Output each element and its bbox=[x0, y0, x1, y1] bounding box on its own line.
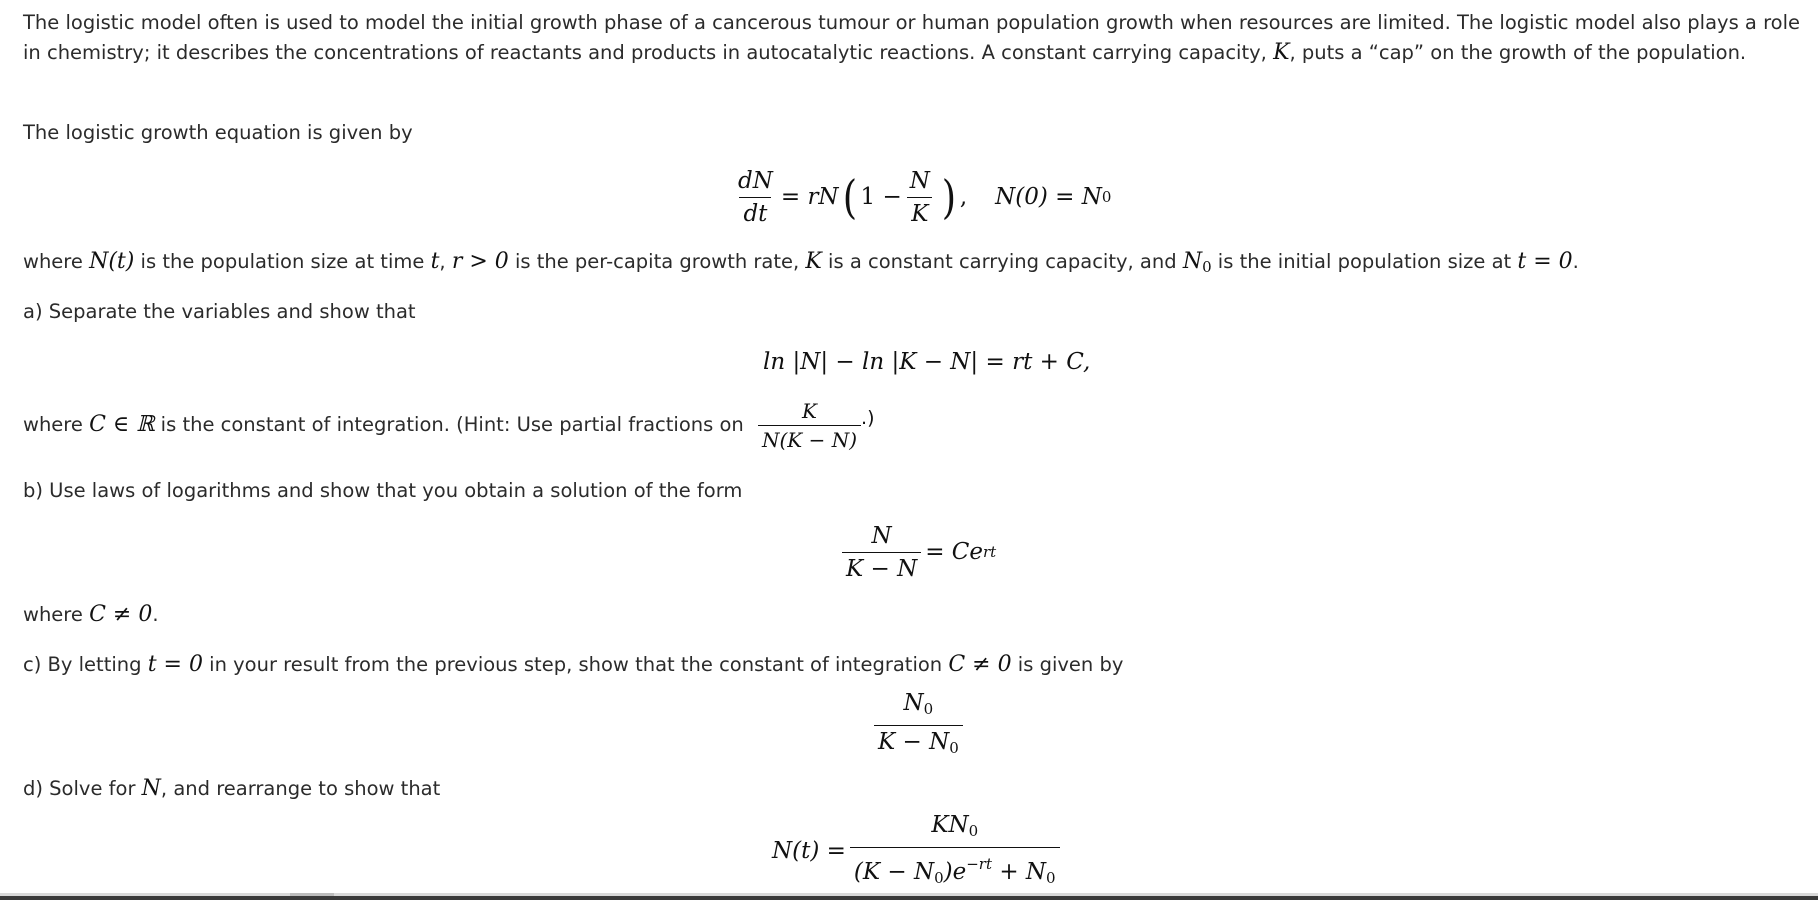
part-c-C-ne-0: C ≠ 0 bbox=[948, 652, 1012, 677]
right-paren: ) bbox=[941, 170, 957, 224]
part-c-numerator-sub: 0 bbox=[923, 699, 934, 718]
part-c-numerator: N bbox=[903, 689, 924, 716]
hint-close: .) bbox=[861, 407, 875, 429]
var-N0: N bbox=[1182, 249, 1203, 274]
var-K: K bbox=[805, 249, 822, 274]
var-C-in-R: C ∈ ℝ bbox=[89, 412, 155, 437]
part-a-hint bbox=[23, 410, 744, 440]
dN-dt-fraction bbox=[734, 168, 777, 227]
where1-t7: . bbox=[1572, 250, 1579, 273]
N-over-K-denominator: K bbox=[911, 200, 929, 227]
initial-condition-sub: 0 bbox=[1101, 188, 1112, 206]
logistic-equation bbox=[730, 162, 1111, 232]
where-definitions bbox=[23, 247, 1579, 282]
part-b-where bbox=[23, 600, 159, 630]
part-d-den-a-sub: 0 bbox=[934, 868, 944, 887]
part-d-den-b: )e bbox=[943, 858, 967, 885]
one-minus: 1 − bbox=[860, 184, 902, 210]
logistic-rhs-prefix: = rN bbox=[780, 184, 839, 210]
part-d-numerator: KN bbox=[931, 811, 969, 838]
part-b-fraction bbox=[842, 523, 921, 582]
N-over-K-fraction bbox=[906, 168, 934, 227]
part-a-where-t1: where bbox=[23, 413, 90, 436]
part-d-label bbox=[23, 774, 440, 804]
part-b-denominator: K − N bbox=[846, 555, 918, 582]
intro-text-1: The logistic model often is used to model the initial growth phase of a cancerous tumour or human population growth when resources are limited. The logistic model also plays a role in chemistry; it describes the concentrations of reactants and products in autocatalytic reactions. A constant carrying capacity, bbox=[23, 11, 1801, 64]
where1-t6: is the initial population size at bbox=[1211, 250, 1518, 273]
var-r-gt-0: r > 0 bbox=[451, 249, 509, 274]
part-d-den-a: (K − N bbox=[853, 858, 935, 885]
part-c-denominator: K − N bbox=[878, 728, 950, 755]
part-c-label bbox=[23, 650, 1123, 680]
part-a-hint-fraction-wrap bbox=[754, 390, 874, 460]
part-a-label: a) Separate the variables and show that bbox=[23, 300, 416, 323]
part-b-numerator: N bbox=[871, 522, 892, 549]
part-a-where-t2: is the constant of integration. (Hint: Use partial fractions on bbox=[154, 413, 744, 436]
var-t: t bbox=[430, 249, 440, 274]
part-c-denominator-sub: 0 bbox=[949, 738, 959, 757]
part-d-t1: d) Solve for bbox=[23, 777, 142, 800]
part-d-equation bbox=[772, 811, 1064, 887]
part-b-label: b) Use laws of logarithms and show that you obtain a solution of the form bbox=[23, 479, 743, 502]
part-b-where-t1: where bbox=[23, 603, 90, 626]
dN-dt-numerator: dN bbox=[738, 167, 773, 194]
part-b-equation bbox=[838, 519, 996, 585]
hint-fraction bbox=[758, 400, 861, 451]
part-b-where-t2: . bbox=[152, 603, 159, 626]
part-a-equation-text: ln |N| − ln |K − N| = rt + C, bbox=[763, 349, 1091, 375]
bottom-border bbox=[0, 896, 1818, 900]
intro-var-K: K bbox=[1273, 40, 1290, 65]
part-d-lhs: N(t) = bbox=[772, 838, 846, 864]
left-paren: ( bbox=[842, 170, 857, 224]
part-d-fraction bbox=[850, 812, 1060, 891]
var-N0-sub: 0 bbox=[1202, 258, 1212, 276]
where1-t3: , bbox=[439, 250, 452, 273]
var-t-eq-0: t = 0 bbox=[1517, 249, 1573, 274]
part-d-den-c: + N bbox=[992, 858, 1047, 885]
part-c-t-eq-0: t = 0 bbox=[147, 652, 203, 677]
N-over-K-numerator: N bbox=[909, 167, 930, 194]
part-d-numerator-sub: 0 bbox=[968, 821, 979, 840]
part-b-rhs-sup: rt bbox=[983, 543, 997, 561]
eq1-comma: , bbox=[959, 184, 968, 210]
dN-dt-denominator: dt bbox=[743, 200, 768, 227]
intro-text-2: , puts a “cap” on the growth of the population. bbox=[1289, 41, 1747, 64]
hint-numerator: K bbox=[802, 398, 817, 423]
where1-t4: is the per-capita growth rate, bbox=[508, 250, 806, 273]
part-a-equation bbox=[763, 344, 1090, 380]
var-Nt: N(t) bbox=[89, 249, 135, 274]
part-d-var-N: N bbox=[141, 776, 161, 801]
part-d-t2: , and rearrange to show that bbox=[160, 777, 441, 800]
part-c-t3: is given by bbox=[1011, 653, 1124, 676]
initial-condition: N(0) = N bbox=[995, 184, 1102, 210]
hint-denominator: N(K − N) bbox=[762, 427, 858, 452]
part-d-den-c-sub: 0 bbox=[1046, 868, 1056, 887]
part-b-rhs: = Ce bbox=[925, 539, 983, 565]
part-c-equation bbox=[870, 689, 967, 758]
where1-t1: where bbox=[23, 250, 90, 273]
var-C-ne-0: C ≠ 0 bbox=[89, 602, 153, 627]
part-c-t1: c) By letting bbox=[23, 653, 148, 676]
part-c-t2: in your result from the previous step, show that the constant of integration bbox=[202, 653, 949, 676]
equation-intro: The logistic growth equation is given by bbox=[23, 121, 413, 144]
part-c-fraction bbox=[874, 690, 963, 761]
part-d-den-sup: −rt bbox=[966, 854, 993, 873]
where1-t5: is a constant carrying capacity, and bbox=[821, 250, 1183, 273]
intro-paragraph bbox=[23, 8, 1803, 68]
where1-t2: is the population size at time bbox=[134, 250, 431, 273]
